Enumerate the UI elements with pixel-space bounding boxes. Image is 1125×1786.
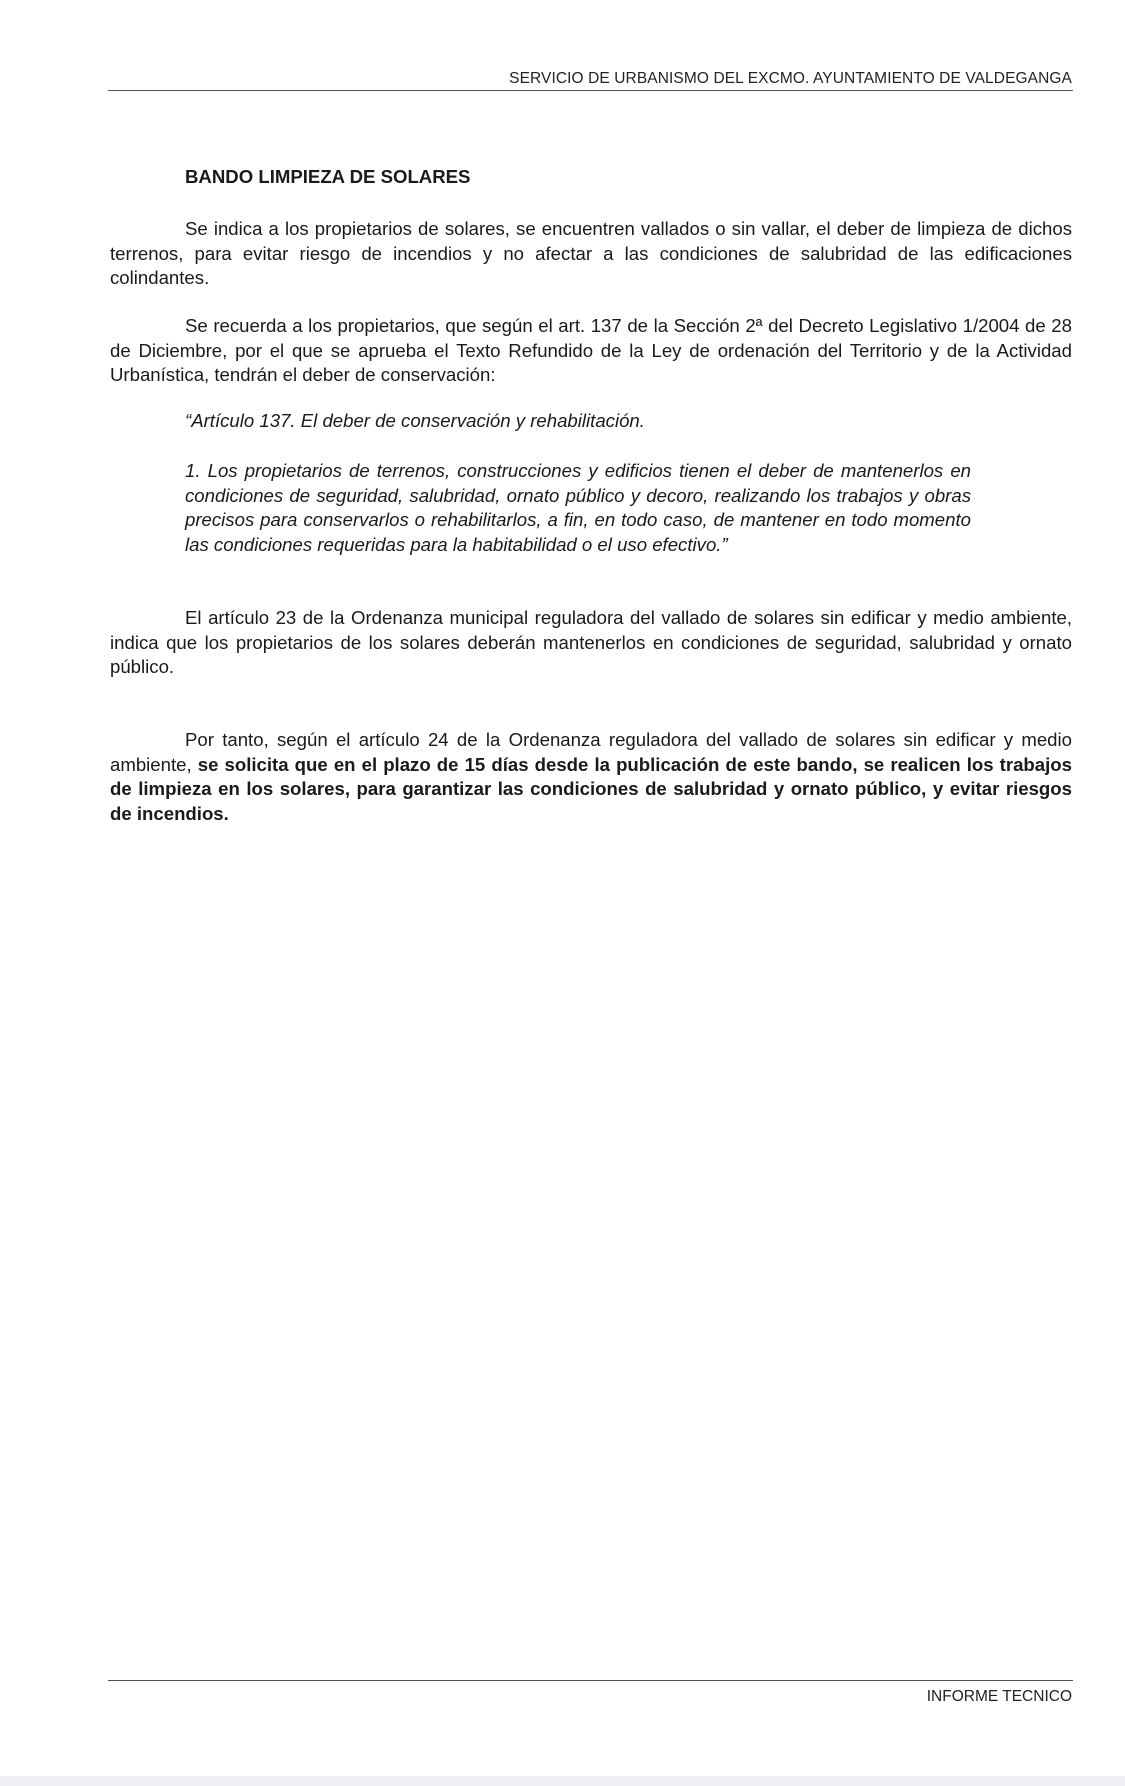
quote-heading: “Artículo 137. El deber de conservación y rehabilitación. bbox=[185, 410, 645, 431]
document-title: BANDO LIMPIEZA DE SOLARES bbox=[185, 166, 471, 187]
footer-divider bbox=[108, 1680, 1073, 1681]
paragraph-conclusion-request: se solicita que en el plazo de 15 días desde la publicación de este bando, se realicen los trabajos de limpieza en los solares, para garantizar las condiciones de salubridad y ornato público, y evitar riesgos de incendios. bbox=[110, 753, 1072, 824]
paragraph-conclusion bbox=[110, 728, 1072, 826]
header-divider bbox=[108, 90, 1073, 91]
paragraph-reminder: Se recuerda a los propietarios, que según el art. 137 de la Sección 2ª del Decreto Legislativo 1/2004 de 28 de Diciembre, por el que se aprueba el Texto Refundido de la Ley de ordenación del Territorio y de la Actividad Urbanística, tendrán el deber de conservación: bbox=[110, 315, 1072, 385]
footer-label: INFORME TECNICO bbox=[926, 1688, 1072, 1705]
paragraph-intro: Se indica a los propietarios de solares, se encuentren vallados o sin vallar, el deber de limpieza de dichos terrenos, para evitar riesgo de incendios y no afectar a las condiciones de salubridad de las edificaciones colindantes. bbox=[110, 218, 1072, 288]
quote-body: 1. Los propietarios de terrenos, construcciones y edificios tienen el deber de mantenerlos en condiciones de seguridad, salubridad, ornato público y decoro, realizando los trabajos y obras precisos para conservarlos o rehabilitarlos, a fin, en todo caso, de mantener en todo momento las condiciones requeridas para la habitabilidad o el uso efectivo.” bbox=[185, 460, 971, 555]
paragraph-conclusion-lead: Por tanto, según el artículo 24 de la Ordenanza reguladora del vallado de solares sin edificar y medio ambiente, bbox=[110, 729, 1072, 775]
page-bottom-edge bbox=[0, 1776, 1125, 1786]
paragraph-ordinance-23: El artículo 23 de la Ordenanza municipal reguladora del vallado de solares sin edificar y medio ambiente, indica que los propietarios de los solares deberán mantenerlos en condiciones de seguridad, salubridad y ornato público. bbox=[110, 607, 1072, 677]
header-title: SERVICIO DE URBANISMO DEL EXCMO. AYUNTAMIENTO DE VALDEGANGA bbox=[509, 70, 1072, 87]
